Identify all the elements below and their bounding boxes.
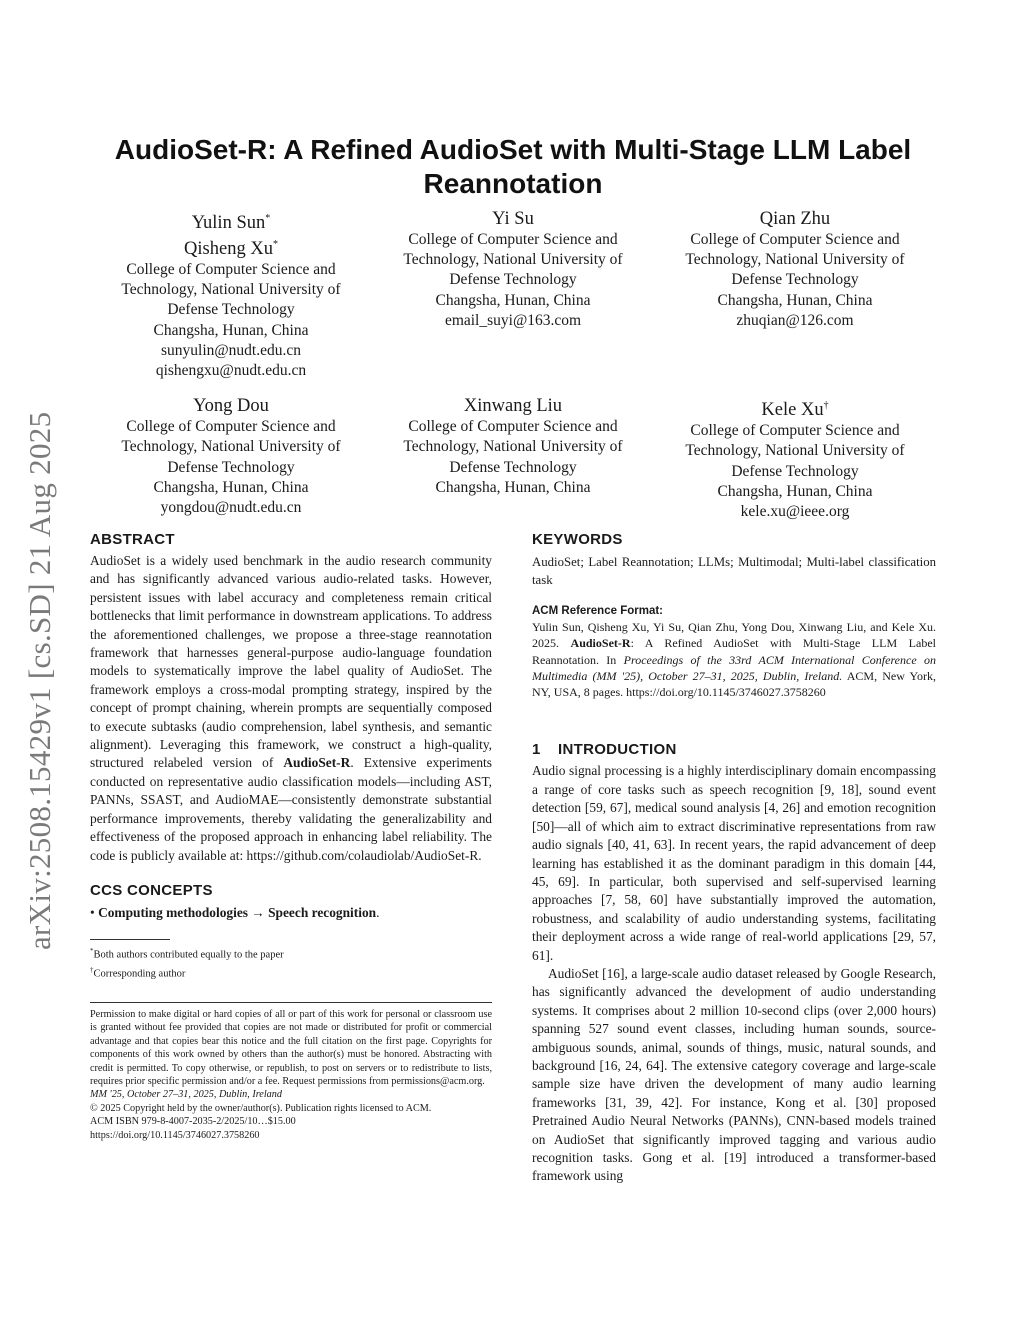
author-card xyxy=(372,208,654,381)
affiliation-line: Defense Technology xyxy=(167,301,295,319)
abstract-text: AudioSet is a widely used benchmark in the audio research community and has significantly advanced various audio-related tasks. However, persistent issues with label accuracy and completeness remain critical bottlenecks that limit performance in downstream applications. To address the aforementioned challenges, we propose a three-stage reannotation framework that harnesses general-purpose audio-language foundation models to systematically improve the label quality of AudioSet. The framework employs a cross-modal prompting strategy, inspired by the concept of prompt chaining, wherein prompts are sequentially composed to execute subtasks (audio comprehension, label synthesis, and semantic alignment). Leveraging this framework, we construct a high-quality, structured relabeled version of AudioSet-R. Extensive experiments conducted on representative audio classification models—including AST, PANNs, SSAST, and AudioMAE—consistently demonstrate substantial performance improvements, thereby validating the generalizability and effectiveness of the proposed approach in enhancing label reliability. The code is publicly available at: https://github.com/colaudiolab/AudioSet-R. xyxy=(90,553,492,863)
affiliation-line: College of Computer Science and xyxy=(408,418,618,436)
affiliation-line: Defense Technology xyxy=(449,271,577,289)
intro-paragraph-2: AudioSet [16], a large-scale audio dataset released by Google Research, has significantly advanced the development of audio understanding systems. It comprises about 2 million 10-second clips (over 2,000 hours) spanning 527 sound event classes, including human sounds, source-ambiguous sounds, animal, sounds of things, music, natural sounds, and background [16, 24, 64]. The extensive category coverage and large-scale sample size have driven the development of many audio learning frameworks [31, 39, 42]. For instance, Kong et al. [30] proposed Pretrained Audio Neural Networks (PANNs), CNN-based models trained on AudioSet that significantly improved tagging and various audio recognition tasks. Gong et al. [19] introduced a transformer-based framework using xyxy=(532,965,936,1184)
location-line: Changsha, Hunan, China xyxy=(717,482,873,500)
location-line: Changsha, Hunan, China xyxy=(717,291,873,309)
ccs-heading: CCS CONCEPTS xyxy=(90,881,213,899)
author-row-1 xyxy=(90,208,936,381)
acm-reference-text: Yulin Sun, Qisheng Xu, Yi Su, Qian Zhu, Yong Dou, Xinwang Liu, and Kele Xu. 2025. AudioSet-R: A Refined AudioSet with Multi-Stage LLM Label Reannotation. In Proceedings of the 33rd ACM International Conference on Multimedia (MM '25), October 27–31, 2025, Dublin, Ireland. ACM, New York, NY, USA, 8 pages. https://doi.org/10.1145/3746027.3758260 xyxy=(532,620,936,700)
arxiv-identifier: arXiv:2508.15429v1 [cs.SD] 21 Aug 2025 xyxy=(22,411,57,950)
doi-link[interactable]: https://doi.org/10.1145/3746027.3758260 xyxy=(90,1129,260,1141)
affiliation-line: Defense Technology xyxy=(731,271,859,289)
isbn-line: ACM ISBN 979-8-4007-2035-2/2025/10…$15.00 xyxy=(90,1116,296,1128)
ccs-concept: • Computing methodologies → Speech recognition. xyxy=(90,904,380,920)
email: email_suyi@163.com xyxy=(444,311,582,329)
title-line-2: Reannotation xyxy=(423,168,603,199)
author-name: Yong Dou xyxy=(193,396,269,417)
location-line: Changsha, Hunan, China xyxy=(435,291,591,309)
author-card xyxy=(90,395,372,522)
author-name: Xinwang Liu xyxy=(463,396,563,417)
email: zhuqian@126.com xyxy=(736,311,854,329)
left-column xyxy=(90,530,492,1142)
affiliation-line: Technology, National University of xyxy=(121,281,341,299)
footnote-equal-contribution: *Both authors contributed equally to the paper xyxy=(90,946,284,961)
author-name: Qisheng Xu* xyxy=(184,239,278,259)
permission-divider xyxy=(90,1002,492,1003)
location-line: Changsha, Hunan, China xyxy=(153,321,309,339)
affiliation-line: Defense Technology xyxy=(167,458,295,476)
author-name: Yulin Sun* xyxy=(191,213,271,233)
title-line-1: AudioSet-R: A Refined AudioSet with Multi-Stage LLM Label xyxy=(114,134,912,165)
affiliation-line: Defense Technology xyxy=(449,458,577,476)
author-card xyxy=(654,208,936,381)
conference-line: MM '25, October 27–31, 2025, Dublin, Ireland xyxy=(90,1089,282,1101)
affiliation-line: College of Computer Science and xyxy=(690,422,900,440)
location-line: Changsha, Hunan, China xyxy=(153,478,309,496)
author-card xyxy=(372,395,654,522)
abstract-heading: ABSTRACT xyxy=(90,531,175,548)
footnote-divider xyxy=(90,939,170,940)
author-name: Yi Su xyxy=(492,209,534,229)
email: qishengxu@nudt.edu.cn xyxy=(155,362,307,380)
footnote-corresponding-author: †Corresponding author xyxy=(90,965,186,980)
affiliation-line: College of Computer Science and xyxy=(690,231,900,248)
copyright-line: © 2025 Copyright held by the owner/author(s). Publication rights licensed to ACM. xyxy=(90,1102,432,1114)
right-column xyxy=(532,530,936,1186)
keywords-text: AudioSet; Label Reannotation; LLMs; Multimodal; Multi-label classification task xyxy=(532,555,936,587)
email: kele.xu@ieee.org xyxy=(740,503,850,521)
author-row-2 xyxy=(90,395,936,522)
author-name: Qian Zhu xyxy=(759,209,831,229)
affiliation-line: Technology, National University of xyxy=(685,251,905,269)
keywords-heading: KEYWORDS xyxy=(532,531,623,548)
affiliation-line: Technology, National University of xyxy=(685,442,905,460)
introduction-heading: 1 INTRODUCTION xyxy=(532,741,677,759)
affiliation-line: Technology, National University of xyxy=(403,438,623,456)
affiliation-line: College of Computer Science and xyxy=(126,261,336,278)
affiliation-line: Defense Technology xyxy=(731,462,859,480)
affiliation-line: College of Computer Science and xyxy=(408,231,618,248)
paper-title xyxy=(90,133,936,201)
email: yongdou@nudt.edu.cn xyxy=(160,499,302,517)
author-name: Kele Xu† xyxy=(761,400,829,421)
affiliation-line: Technology, National University of xyxy=(121,438,341,456)
intro-paragraph-1: Audio signal processing is a highly interdisciplinary domain encompassing a range of core tasks such as speech recognition [9, 18], sound event detection [59, 67], medical sound analysis [4, 26] and emotion recognition [50]—all of which aim to extract discriminative representations from raw audio signals [40, 41, 63]. In recent years, the rapid advancement of deep learning has established it as the dominant paradigm in this domain [44, 45, 69]. In particular, both supervised and self-supervised learning approaches [7, 58, 60] have substantially improved the automation, robustness, and scalability of audio understanding systems, facilitating their deployment across a wide range of real-world applications [29, 57, 61]. xyxy=(532,763,936,963)
permission-notice: Permission to make digital or hard copies of all or part of this work for personal or classroom use is granted without fee provided that copies are not made or distributed for profit or commercial advantage and that copies bear this notice and the full citation on the first page. Copyrights for components of this work owned by others than the author(s) must be honored. Abstracting with credit is permitted. To copy otherwise, or republish, to post on servers or to redistribute to lists, requires prior specific permission and/or a fee. Request permissions from permissions@acm.org. xyxy=(90,1008,492,1087)
affiliation-line: Technology, National University of xyxy=(403,251,623,269)
affiliation-line: College of Computer Science and xyxy=(126,418,336,436)
author-card xyxy=(90,208,372,381)
email: sunyulin@nudt.edu.cn xyxy=(161,341,301,359)
acm-reference-label: ACM Reference Format: xyxy=(532,605,663,617)
location-line: Changsha, Hunan, China xyxy=(435,478,591,496)
author-block xyxy=(90,208,936,522)
author-card xyxy=(654,395,936,522)
